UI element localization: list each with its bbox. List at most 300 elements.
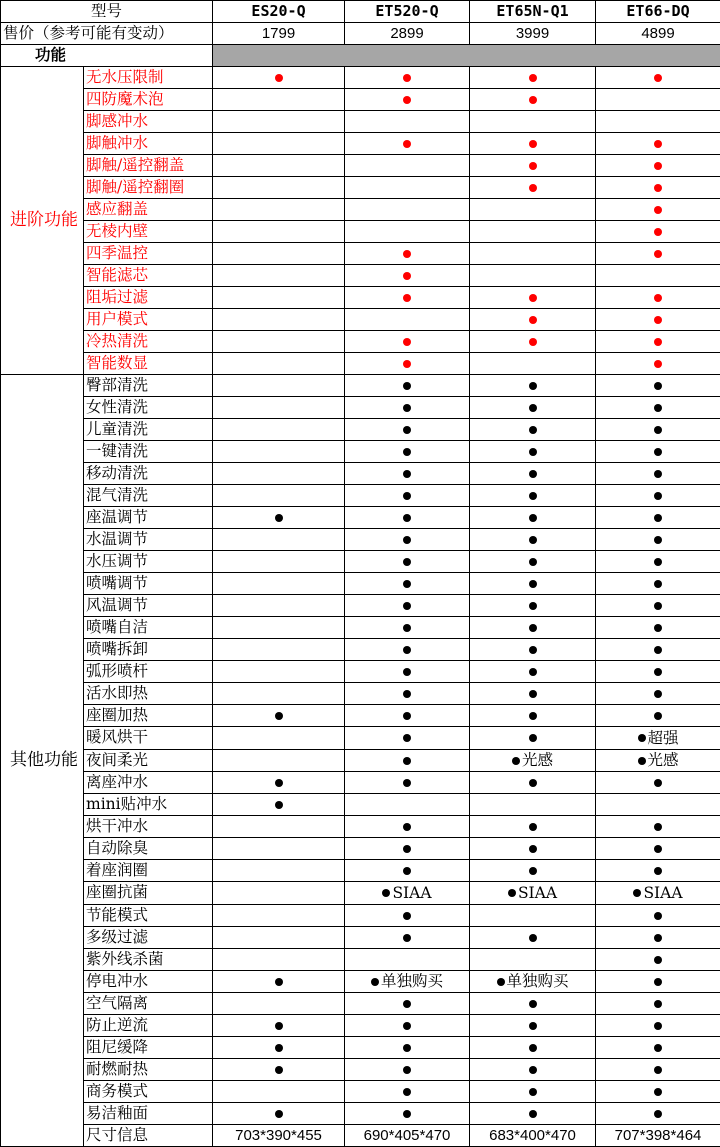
feature-cell[interactable]	[345, 243, 470, 265]
feature-name[interactable]: 紫外线杀菌	[84, 948, 213, 970]
function-header-fill[interactable]	[213, 45, 720, 67]
table-row	[1, 485, 720, 507]
feature-cell[interactable]	[596, 463, 720, 485]
feature-name[interactable]: 座温调节	[84, 507, 213, 529]
feature-cell[interactable]	[213, 882, 345, 905]
feature-cell[interactable]	[345, 89, 470, 111]
feature-cell[interactable]	[345, 1015, 470, 1037]
bullet-icon	[508, 889, 516, 897]
feature-name[interactable]: 无水压限制	[84, 67, 213, 89]
feature-name[interactable]: 喷嘴拆卸	[84, 639, 213, 661]
feature-name[interactable]: 尺寸信息	[84, 1125, 213, 1147]
feature-cell[interactable]	[213, 419, 345, 441]
feature-cell[interactable]	[596, 882, 720, 905]
feature-cell[interactable]	[213, 397, 345, 419]
feature-cell[interactable]	[470, 199, 596, 221]
bullet-icon	[654, 448, 662, 456]
feature-cell[interactable]	[596, 375, 720, 397]
feature-cell[interactable]	[596, 573, 720, 595]
bullet-icon	[403, 448, 411, 456]
feature-cell[interactable]	[345, 419, 470, 441]
feature-name[interactable]: mini贴冲水	[84, 794, 213, 816]
feature-name[interactable]: 活水即热	[84, 683, 213, 705]
feature-cell[interactable]	[213, 529, 345, 551]
feature-name[interactable]: 夜间柔光	[84, 749, 213, 772]
feature-cell[interactable]	[596, 111, 720, 133]
feature-cell[interactable]	[470, 529, 596, 551]
feature-cell[interactable]	[345, 1103, 470, 1125]
feature-cell[interactable]	[345, 397, 470, 419]
feature-name[interactable]: 风温调节	[84, 595, 213, 617]
feature-cell[interactable]	[213, 353, 345, 375]
bullet-icon	[529, 514, 537, 522]
feature-name[interactable]: 脚感冲水	[84, 111, 213, 133]
feature-cell[interactable]	[596, 177, 720, 199]
feature-cell[interactable]	[470, 1037, 596, 1059]
feature-cell[interactable]	[596, 287, 720, 309]
feature-cell[interactable]	[470, 794, 596, 816]
feature-cell[interactable]	[345, 177, 470, 199]
feature-name[interactable]: 一键清洗	[84, 441, 213, 463]
feature-cell[interactable]	[596, 155, 720, 177]
bullet-icon	[403, 338, 411, 346]
price-value[interactable]: 2899	[345, 23, 470, 45]
feature-name[interactable]: 防止逆流	[84, 1015, 213, 1037]
feature-name[interactable]: 臀部清洗	[84, 375, 213, 397]
feature-cell[interactable]	[213, 970, 345, 993]
feature-name[interactable]: 喷嘴调节	[84, 573, 213, 595]
table-row	[1, 727, 720, 750]
feature-name[interactable]: 节能模式	[84, 904, 213, 926]
feature-cell[interactable]	[470, 331, 596, 353]
feature-cell[interactable]	[596, 419, 720, 441]
bullet-icon	[654, 1044, 662, 1052]
feature-cell[interactable]	[596, 551, 720, 573]
bullet-icon	[529, 470, 537, 478]
bullet-icon	[529, 184, 537, 192]
feature-cell[interactable]	[596, 1125, 720, 1147]
feature-cell[interactable]	[596, 1015, 720, 1037]
feature-cell[interactable]	[470, 860, 596, 882]
feature-cell[interactable]	[470, 683, 596, 705]
feature-cell[interactable]	[596, 67, 720, 89]
table-row	[1, 265, 720, 287]
feature-cell[interactable]	[345, 926, 470, 948]
feature-cell[interactable]	[345, 1081, 470, 1103]
bullet-icon	[403, 624, 411, 632]
feature-cell[interactable]	[470, 353, 596, 375]
feature-cell[interactable]	[596, 1081, 720, 1103]
price-value[interactable]: 4899	[596, 23, 720, 45]
feature-cell[interactable]	[470, 749, 596, 772]
feature-cell[interactable]	[596, 331, 720, 353]
feature-cell[interactable]	[345, 595, 470, 617]
feature-cell[interactable]	[596, 309, 720, 331]
feature-cell[interactable]	[345, 970, 470, 993]
price-value[interactable]: 1799	[213, 23, 345, 45]
feature-cell[interactable]	[213, 683, 345, 705]
category-label[interactable]: 进阶功能	[1, 67, 84, 375]
feature-cell[interactable]	[470, 133, 596, 155]
feature-cell[interactable]	[213, 265, 345, 287]
feature-cell[interactable]	[470, 463, 596, 485]
feature-name[interactable]: 四防魔术泡	[84, 89, 213, 111]
feature-cell[interactable]	[470, 1015, 596, 1037]
feature-cell[interactable]	[213, 485, 345, 507]
feature-cell[interactable]	[596, 948, 720, 970]
feature-cell[interactable]	[470, 551, 596, 573]
feature-cell[interactable]	[345, 485, 470, 507]
feature-cell[interactable]	[596, 199, 720, 221]
feature-cell[interactable]	[470, 661, 596, 683]
feature-cell[interactable]	[596, 1103, 720, 1125]
feature-name[interactable]: 儿童清洗	[84, 419, 213, 441]
feature-cell[interactable]	[213, 111, 345, 133]
feature-cell[interactable]	[596, 661, 720, 683]
feature-cell[interactable]	[470, 882, 596, 905]
bullet-icon	[529, 294, 537, 302]
feature-cell[interactable]	[470, 617, 596, 639]
feature-cell[interactable]	[596, 705, 720, 727]
feature-cell[interactable]	[345, 705, 470, 727]
feature-cell[interactable]	[345, 749, 470, 772]
bullet-icon	[403, 1022, 411, 1030]
feature-cell[interactable]	[345, 1125, 470, 1147]
feature-name[interactable]: 无棱内壁	[84, 221, 213, 243]
feature-cell[interactable]	[470, 89, 596, 111]
feature-cell[interactable]	[213, 661, 345, 683]
bullet-icon	[403, 404, 411, 412]
feature-cell[interactable]	[470, 419, 596, 441]
feature-cell[interactable]	[213, 199, 345, 221]
feature-cell[interactable]	[470, 177, 596, 199]
feature-name[interactable]: 离座冲水	[84, 772, 213, 794]
feature-cell[interactable]	[470, 485, 596, 507]
feature-cell[interactable]	[596, 617, 720, 639]
bullet-icon	[654, 956, 662, 964]
feature-cell[interactable]	[470, 67, 596, 89]
feature-cell[interactable]	[470, 573, 596, 595]
bullet-icon	[654, 624, 662, 632]
feature-name[interactable]: 自动除臭	[84, 838, 213, 860]
feature-name[interactable]: 智能滤芯	[84, 265, 213, 287]
feature-cell[interactable]	[470, 639, 596, 661]
feature-name[interactable]: 喷嘴自洁	[84, 617, 213, 639]
feature-cell[interactable]	[470, 838, 596, 860]
bullet-icon	[529, 492, 537, 500]
feature-cell[interactable]	[213, 551, 345, 573]
feature-cell[interactable]	[213, 639, 345, 661]
feature-cell[interactable]	[596, 993, 720, 1015]
feature-cell[interactable]	[213, 860, 345, 882]
bullet-icon	[403, 360, 411, 368]
feature-name[interactable]: 水温调节	[84, 529, 213, 551]
table-row	[1, 243, 720, 265]
table-row	[1, 441, 720, 463]
feature-name[interactable]: 用户模式	[84, 309, 213, 331]
feature-cell[interactable]	[345, 816, 470, 838]
feature-name[interactable]: 四季温控	[84, 243, 213, 265]
feature-cell[interactable]	[213, 948, 345, 970]
feature-cell[interactable]	[596, 727, 720, 750]
model-name[interactable]: ET520-Q	[345, 1, 470, 23]
bullet-icon	[403, 1110, 411, 1118]
feature-cell[interactable]	[345, 353, 470, 375]
bullet-icon	[529, 1022, 537, 1030]
bullet-icon	[654, 426, 662, 434]
feature-cell[interactable]	[470, 1125, 596, 1147]
bullet-icon	[529, 558, 537, 566]
feature-name[interactable]: 脚触/遥控翻盖	[84, 155, 213, 177]
feature-cell[interactable]	[345, 67, 470, 89]
feature-cell[interactable]	[213, 221, 345, 243]
feature-cell[interactable]	[213, 309, 345, 331]
feature-cell[interactable]	[345, 441, 470, 463]
feature-cell[interactable]	[213, 133, 345, 155]
feature-cell[interactable]	[345, 551, 470, 573]
feature-cell[interactable]	[596, 926, 720, 948]
feature-cell[interactable]	[213, 772, 345, 794]
feature-cell[interactable]	[596, 1037, 720, 1059]
feature-name[interactable]: 易洁釉面	[84, 1103, 213, 1125]
table-row	[1, 1015, 720, 1037]
feature-cell[interactable]	[213, 67, 345, 89]
feature-name[interactable]: 烘干冲水	[84, 816, 213, 838]
feature-cell[interactable]	[213, 993, 345, 1015]
feature-cell[interactable]	[470, 375, 596, 397]
feature-cell[interactable]	[345, 221, 470, 243]
feature-cell[interactable]	[213, 507, 345, 529]
feature-cell[interactable]	[470, 1081, 596, 1103]
feature-cell[interactable]	[596, 595, 720, 617]
price-label[interactable]: 售价（参考可能有变动）	[1, 23, 213, 45]
feature-name[interactable]: 空气隔离	[84, 993, 213, 1015]
feature-name[interactable]: 女性清洗	[84, 397, 213, 419]
feature-cell[interactable]	[470, 1103, 596, 1125]
feature-cell[interactable]	[596, 397, 720, 419]
feature-cell[interactable]	[345, 529, 470, 551]
feature-cell[interactable]	[470, 970, 596, 993]
feature-name[interactable]: 停电冲水	[84, 970, 213, 993]
model-name[interactable]: ET65N-Q1	[470, 1, 596, 23]
feature-cell[interactable]	[345, 287, 470, 309]
feature-name[interactable]: 冷热清洗	[84, 331, 213, 353]
feature-cell[interactable]	[470, 221, 596, 243]
feature-cell[interactable]	[470, 904, 596, 926]
feature-cell[interactable]	[596, 772, 720, 794]
feature-cell[interactable]	[596, 639, 720, 661]
feature-name[interactable]: 阻垢过滤	[84, 287, 213, 309]
feature-cell[interactable]	[596, 816, 720, 838]
feature-cell[interactable]	[596, 441, 720, 463]
feature-cell[interactable]	[470, 309, 596, 331]
table-row	[1, 1125, 720, 1147]
feature-cell[interactable]	[213, 904, 345, 926]
table-row	[1, 507, 720, 529]
feature-cell[interactable]	[470, 993, 596, 1015]
feature-name[interactable]: 耐燃耐热	[84, 1059, 213, 1081]
feature-cell[interactable]	[470, 816, 596, 838]
feature-cell[interactable]	[345, 772, 470, 794]
bullet-icon	[654, 382, 662, 390]
feature-cell[interactable]	[345, 727, 470, 750]
feature-cell[interactable]	[470, 265, 596, 287]
feature-name[interactable]: 座圈加热	[84, 705, 213, 727]
feature-name[interactable]: 多级过滤	[84, 926, 213, 948]
feature-cell[interactable]	[213, 1037, 345, 1059]
feature-cell[interactable]	[345, 948, 470, 970]
feature-cell[interactable]	[213, 441, 345, 463]
feature-name[interactable]: 脚触冲水	[84, 133, 213, 155]
feature-cell[interactable]	[596, 221, 720, 243]
feature-cell[interactable]	[213, 573, 345, 595]
feature-cell[interactable]	[213, 1103, 345, 1125]
feature-name[interactable]: 暖风烘干	[84, 727, 213, 750]
feature-name[interactable]: 着座润圈	[84, 860, 213, 882]
feature-cell[interactable]	[345, 331, 470, 353]
feature-name[interactable]: 脚触/遥控翻圈	[84, 177, 213, 199]
feature-cell[interactable]	[345, 882, 470, 905]
feature-name[interactable]: 混气清洗	[84, 485, 213, 507]
model-name[interactable]: ES20-Q	[213, 1, 345, 23]
feature-cell[interactable]	[596, 353, 720, 375]
feature-cell[interactable]	[470, 772, 596, 794]
feature-cell[interactable]	[596, 243, 720, 265]
feature-cell[interactable]	[470, 595, 596, 617]
model-label[interactable]: 型号	[1, 1, 213, 23]
price-value[interactable]: 3999	[470, 23, 596, 45]
feature-cell[interactable]	[213, 1125, 345, 1147]
feature-cell[interactable]	[596, 904, 720, 926]
feature-cell[interactable]	[345, 860, 470, 882]
feature-name[interactable]: 感应翻盖	[84, 199, 213, 221]
feature-cell[interactable]	[345, 375, 470, 397]
feature-cell[interactable]	[596, 485, 720, 507]
feature-cell[interactable]	[345, 639, 470, 661]
feature-cell[interactable]	[213, 595, 345, 617]
feature-cell[interactable]	[596, 860, 720, 882]
feature-cell[interactable]	[213, 375, 345, 397]
feature-cell[interactable]	[470, 1059, 596, 1081]
feature-name[interactable]: 座圈抗菌	[84, 882, 213, 905]
feature-cell[interactable]	[596, 265, 720, 287]
feature-cell[interactable]	[213, 838, 345, 860]
feature-cell[interactable]	[470, 243, 596, 265]
feature-cell[interactable]	[470, 441, 596, 463]
feature-name[interactable]: 商务模式	[84, 1081, 213, 1103]
feature-cell[interactable]	[345, 463, 470, 485]
feature-cell[interactable]	[345, 838, 470, 860]
feature-cell[interactable]	[596, 970, 720, 993]
feature-cell[interactable]	[596, 1059, 720, 1081]
feature-cell[interactable]	[596, 794, 720, 816]
feature-cell[interactable]	[213, 749, 345, 772]
feature-cell[interactable]	[213, 463, 345, 485]
feature-cell[interactable]	[213, 1059, 345, 1081]
feature-name[interactable]: 阻尼缓降	[84, 1037, 213, 1059]
feature-cell[interactable]	[470, 507, 596, 529]
feature-cell[interactable]	[470, 155, 596, 177]
feature-cell[interactable]	[345, 309, 470, 331]
feature-name[interactable]: 智能数显	[84, 353, 213, 375]
feature-cell[interactable]	[345, 617, 470, 639]
feature-cell[interactable]	[213, 794, 345, 816]
feature-cell[interactable]	[213, 617, 345, 639]
feature-cell[interactable]	[213, 1015, 345, 1037]
bullet-icon	[633, 889, 641, 897]
bullet-icon	[654, 646, 662, 654]
feature-name[interactable]: 移动清洗	[84, 463, 213, 485]
feature-cell[interactable]	[345, 661, 470, 683]
feature-cell[interactable]	[345, 155, 470, 177]
feature-cell[interactable]	[345, 1059, 470, 1081]
feature-cell[interactable]	[345, 904, 470, 926]
bullet-icon	[654, 206, 662, 214]
feature-cell[interactable]	[470, 948, 596, 970]
feature-cell[interactable]	[213, 705, 345, 727]
feature-cell[interactable]	[596, 529, 720, 551]
feature-cell[interactable]	[596, 89, 720, 111]
bullet-icon	[529, 1066, 537, 1074]
feature-cell[interactable]	[345, 199, 470, 221]
table-row	[1, 1037, 720, 1059]
feature-cell[interactable]	[345, 507, 470, 529]
feature-cell[interactable]	[345, 993, 470, 1015]
feature-cell[interactable]	[213, 177, 345, 199]
feature-cell[interactable]	[470, 287, 596, 309]
table-row	[1, 1059, 720, 1081]
feature-cell[interactable]	[213, 287, 345, 309]
feature-cell[interactable]	[213, 727, 345, 750]
bullet-icon	[654, 360, 662, 368]
feature-cell[interactable]	[345, 133, 470, 155]
feature-cell[interactable]	[470, 727, 596, 750]
feature-cell[interactable]	[470, 397, 596, 419]
feature-cell[interactable]	[596, 507, 720, 529]
feature-cell[interactable]	[596, 749, 720, 772]
feature-cell[interactable]	[470, 926, 596, 948]
feature-cell[interactable]	[596, 683, 720, 705]
feature-cell[interactable]	[213, 243, 345, 265]
bullet-icon	[638, 757, 646, 765]
feature-name[interactable]: 弧形喷杆	[84, 661, 213, 683]
feature-cell[interactable]	[470, 705, 596, 727]
feature-name[interactable]: 水压调节	[84, 551, 213, 573]
category-label[interactable]: 其他功能	[1, 375, 84, 1147]
feature-cell[interactable]	[345, 573, 470, 595]
bullet-icon	[403, 470, 411, 478]
feature-cell[interactable]	[213, 926, 345, 948]
feature-cell[interactable]	[345, 111, 470, 133]
feature-cell[interactable]	[470, 111, 596, 133]
bullet-icon	[403, 140, 411, 148]
feature-cell[interactable]	[213, 816, 345, 838]
feature-cell[interactable]	[213, 155, 345, 177]
feature-cell[interactable]	[213, 1081, 345, 1103]
feature-cell[interactable]	[345, 794, 470, 816]
feature-cell[interactable]	[596, 838, 720, 860]
feature-cell[interactable]	[345, 683, 470, 705]
feature-cell[interactable]	[213, 331, 345, 353]
feature-cell[interactable]	[596, 133, 720, 155]
model-name[interactable]: ET66-DQ	[596, 1, 720, 23]
bullet-icon	[497, 978, 505, 986]
feature-cell[interactable]	[213, 89, 345, 111]
feature-cell[interactable]	[345, 265, 470, 287]
bullet-icon	[275, 1066, 283, 1074]
feature-cell[interactable]	[345, 1037, 470, 1059]
function-header[interactable]: 功能	[1, 45, 213, 67]
